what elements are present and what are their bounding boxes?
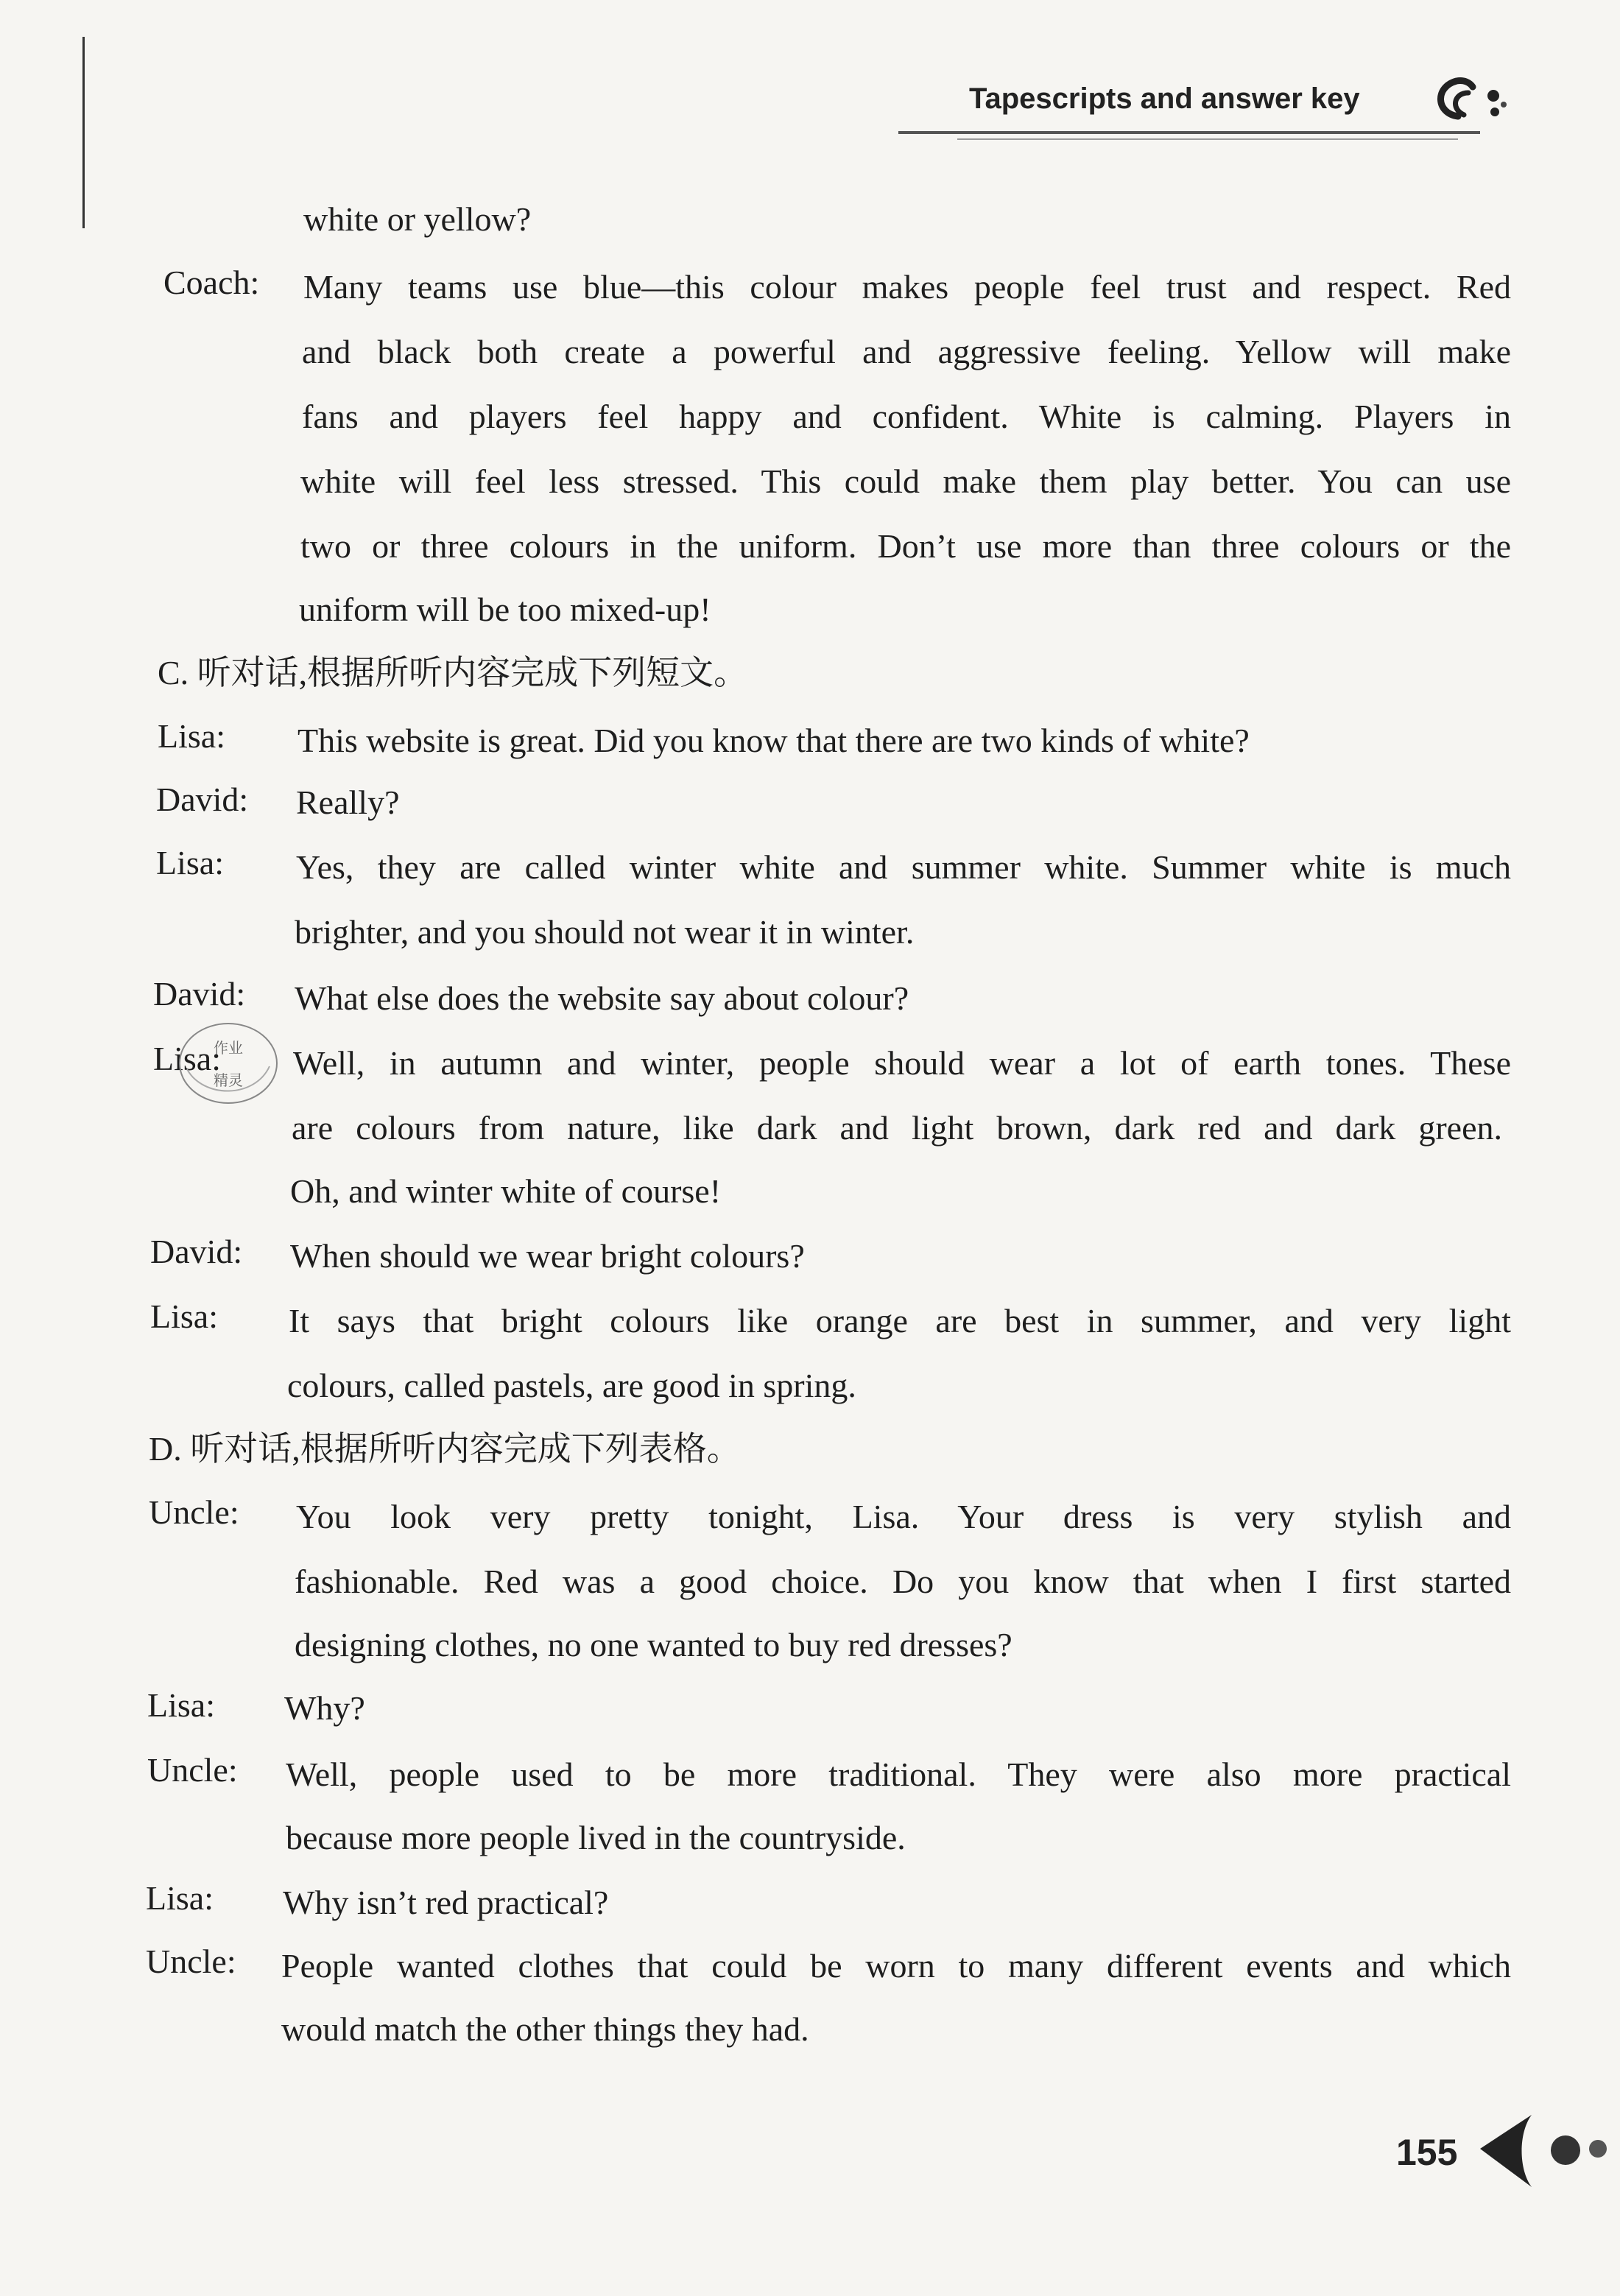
coach-line-6: uniform will be too mixed-up! (299, 591, 711, 628)
coach-line-4: white will feel less stressed. This could make them play better. You can use (300, 462, 1511, 500)
coach-line-2: and black both create a powerful and aggressive feeling. Yellow will make (302, 333, 1511, 370)
d-turn1-line1: You look very pretty tonight, Lisa. Your dress is very stylish and (296, 1498, 1511, 1535)
speaker-lisa: Lisa: (153, 1040, 221, 1077)
speaker-uncle: Uncle: (146, 1943, 236, 1980)
c-turn3-line1: Yes, they are called winter white and summer white. Summer white is much (296, 848, 1511, 886)
header-rule-thin (957, 138, 1458, 140)
stamp-text-top: 作业 (214, 1039, 243, 1057)
c-turn4-line1: What else does the website say about colour? (295, 979, 909, 1017)
speaker-uncle: Uncle: (147, 1751, 238, 1789)
coach-line-3: fans and players feel happy and confident. White is calming. Players in (302, 398, 1511, 435)
intro-line: white or yellow? (303, 200, 532, 238)
c-turn7-line1: It says that bright colours like orange are best in summer, and very light (289, 1302, 1511, 1339)
speaker-david: David: (156, 781, 249, 818)
speaker-lisa: Lisa: (146, 1879, 214, 1917)
c-turn7-line2: colours, called pastels, are good in spring. (287, 1367, 856, 1404)
d-turn4-line1: Why isn’t red practical? (283, 1884, 609, 1921)
speaker-david: David: (153, 975, 246, 1013)
d-turn3-line2: because more people lived in the countryside. (286, 1819, 906, 1856)
speaker-coach: Coach: (163, 264, 260, 301)
header-swirl-icon (1421, 71, 1517, 130)
speaker-uncle: Uncle: (149, 1493, 239, 1531)
stamp-text-bottom: 精灵 (214, 1071, 243, 1089)
coach-line-1: Many teams use blue—this colour makes people feel trust and respect. Red (303, 268, 1511, 306)
page-number: 155 (1396, 2132, 1458, 2173)
d-turn2-line1: Why? (284, 1689, 365, 1727)
speaker-lisa: Lisa: (156, 844, 224, 881)
speaker-lisa: Lisa: (150, 1297, 218, 1335)
d-turn5-line2: would match the other things they had. (281, 2010, 809, 2048)
coach-line-5: two or three colours in the uniform. Don’t use more than three colours or the (300, 527, 1511, 565)
c-turn3-line2: brighter, and you should not wear it in winter. (295, 913, 915, 951)
c-turn5-line2: are colours from nature, like dark and light brown, dark red and dark green. (292, 1109, 1502, 1147)
c-turn6-line1: When should we wear bright colours? (290, 1237, 805, 1275)
speaker-lisa: Lisa: (158, 717, 225, 755)
d-turn3-line1: Well, people used to be more traditional. They were also more practical (286, 1756, 1511, 1793)
binding-edge-line (82, 37, 85, 228)
c-turn5-line1: Well, in autumn and winter, people should wear a lot of earth tones. These (293, 1044, 1511, 1082)
speaker-david: David: (150, 1233, 243, 1270)
header-rule (898, 131, 1480, 134)
c-turn1-line1: This website is great. Did you know that there are two kinds of white? (297, 722, 1250, 759)
section-d-heading: D. 听对话,根据所听内容完成下列表格。 (149, 1430, 741, 1468)
section-c-heading: C. 听对话,根据所听内容完成下列短文。 (158, 654, 748, 691)
c-turn2-line1: Really? (296, 783, 400, 821)
speaker-lisa: Lisa: (147, 1686, 215, 1724)
page-arrow-icon (1473, 2110, 1613, 2191)
d-turn1-line2: fashionable. Red was a good choice. Do you know that when I first started (295, 1563, 1511, 1600)
homework-stamp-logo (174, 1018, 283, 1109)
d-turn1-line3: designing clothes, no one wanted to buy red dresses? (295, 1626, 1012, 1663)
c-turn5-line3: Oh, and winter white of course! (290, 1172, 722, 1210)
d-turn5-line1: People wanted clothes that could be worn to many different events and which (281, 1947, 1511, 1985)
running-header-title: Tapescripts and answer key (969, 82, 1360, 115)
